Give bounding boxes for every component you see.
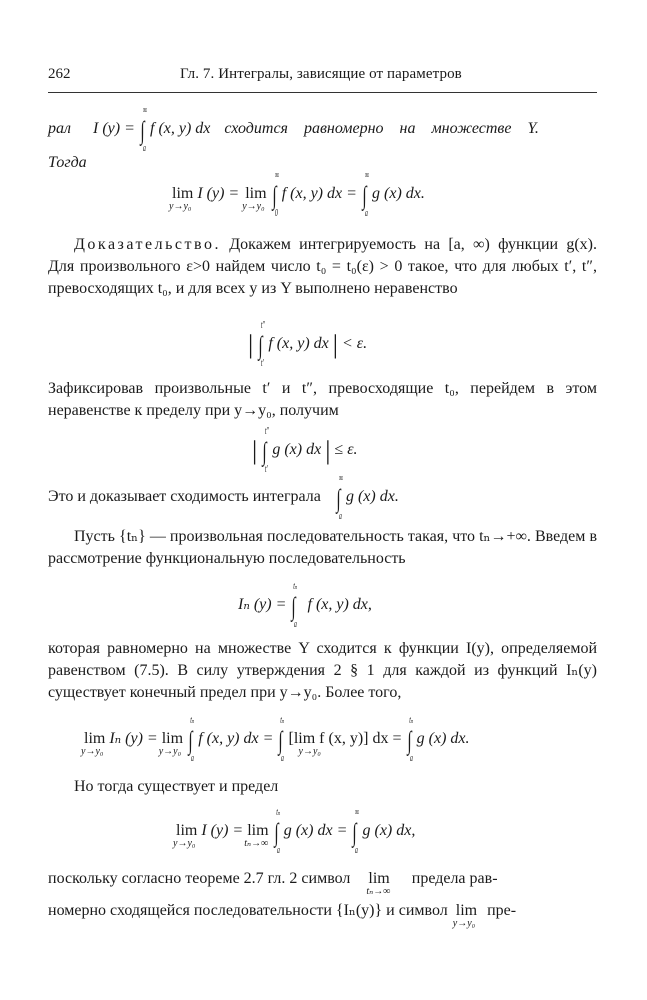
lower-limit: a [355, 845, 359, 856]
lim-text: lim [455, 902, 478, 919]
lim-operator [244, 822, 269, 849]
page-number: 262 [48, 66, 71, 82]
lim-operator [173, 822, 198, 849]
upper-limit: tₙ [275, 807, 280, 818]
equation-long [81, 715, 470, 764]
lower-limit: t′ [265, 464, 269, 475]
para3-text: Это и доказывает сходимость интеграла [48, 488, 321, 505]
eq-part: [lim f (x, y)] dx = [288, 730, 402, 747]
lim-text: lim [84, 730, 106, 747]
paragraph-7-line-2 [48, 900, 517, 929]
upper-limit: tₙ [190, 715, 195, 726]
proof-lead: Доказательство. [74, 236, 221, 253]
integral-sign: ∫ tₙ a [278, 715, 285, 764]
integral-sign: ∫ ∞ a [362, 170, 370, 219]
eq-lhs: I (y) = [92, 120, 135, 137]
upper-limit: ∞ [142, 105, 147, 116]
eq-part: g (x) dx. [372, 185, 425, 202]
lower-limit: 0 [274, 208, 278, 219]
eq-part: f (x, y) dx = [198, 730, 274, 747]
paragraph-5: которая равномерно на множестве Y сходится к функции I(y), определяемой равенством (7.5). В силу утверждения 2 § 1 для каждой из функций Iₙ(y) существует конечный предел при y→y₀. Более того, [48, 640, 597, 701]
eq-part: f (x, y) dx, [307, 596, 372, 613]
lim-subscript: y→y₀ [173, 838, 196, 849]
header-rule [48, 92, 597, 93]
lim-text: lim [172, 185, 194, 202]
integral-sign: ∫ ∞ a [336, 473, 343, 522]
lim-subscript: y→y₀ [298, 746, 321, 757]
lower-limit: a [338, 511, 342, 522]
eq-part: g (x) dx. [416, 730, 470, 747]
upper-limit: ∞ [274, 170, 279, 181]
integral-sign: ∫ tₙ a [274, 807, 280, 856]
integrand: f (x, y) dx [150, 120, 211, 137]
lim-operator [366, 870, 391, 897]
lower-limit: a [190, 753, 194, 764]
integral-sign: ∫ ∞ a [140, 105, 147, 154]
upper-limit: tₙ [280, 715, 285, 726]
upper-limit: t″ [265, 426, 270, 437]
para7-text: номерно сходящейся последовательности {Iₙ(y)} и символ [48, 902, 448, 919]
lim-text: lim [368, 870, 390, 887]
lim-subscript: y→y₀ [158, 746, 182, 757]
eq-part: < ε. [341, 335, 368, 352]
bracket-lim [288, 730, 402, 757]
lim-operator [81, 730, 106, 757]
lower-limit: a [294, 619, 298, 630]
running-header [48, 66, 597, 86]
lim-operator [242, 185, 267, 212]
lower-limit: a [281, 753, 285, 764]
upper-limit: ∞ [364, 170, 370, 181]
paragraph-7-line-1 [48, 870, 498, 897]
equation-final [173, 807, 416, 856]
integral-sign: ∫ t″ t′ [258, 320, 266, 369]
paragraph-2: Зафиксировав произвольные t′ и t″, превосходящие t₀, перейдем в этом неравенстве к пределу при y→y₀, получим [48, 380, 597, 419]
integral-sign: ∫ tₙ a [406, 715, 413, 764]
eq-part: ≤ ε. [334, 441, 358, 458]
integral-sign: ∫ tₙ a [188, 715, 195, 764]
proof-paragraph [48, 234, 597, 300]
eq-part: g (x) dx [272, 441, 322, 458]
upper-limit: t″ [261, 320, 266, 331]
eq-part: g (x) dx, [362, 822, 416, 839]
eq-part: Iₙ (y) = [109, 730, 158, 747]
lim-subscript: y→y₀ [169, 201, 192, 212]
lim-text: lim [247, 822, 269, 839]
eq-tail: сходится равномерно на множестве Y. [224, 120, 539, 137]
lim-subscript: tₙ→∞ [244, 838, 269, 849]
abs-bar: | [332, 330, 338, 359]
equation-main-limit [169, 170, 425, 219]
upper-limit: ∞ [338, 473, 343, 484]
equation-In [238, 581, 372, 630]
lower-limit: a [276, 845, 280, 856]
integral-sign: ∫ ∞ a [352, 807, 360, 856]
paragraph-6: Но тогда существует и предел [74, 778, 279, 795]
lower-limit: a [409, 753, 413, 764]
lim-operator [452, 902, 478, 929]
equation-top [48, 105, 539, 154]
eq-part: Iₙ (y) = [238, 596, 287, 613]
paragraph-4: Пусть {tₙ} — произвольная последовательность такая, что tₙ→+∞. Введем в рассмотрение функциональную последовательность [48, 528, 597, 567]
lim-text: lim [161, 730, 184, 747]
para7-text: поскольку согласно теореме 2.7 гл. 2 символ [48, 870, 351, 887]
proof-text: Докажем интегрируемость на [a, ∞) функции g(x). Для произвольного ε>0 найдем число t₀ = t₀(ε) > 0 такое, что для любых t′, t″, превосходящих t₀, и для всех y из Y выполнено неравенство [48, 236, 598, 297]
lim-subscript: y→y₀ [452, 918, 476, 929]
word-togda: Тогда [48, 154, 87, 171]
upper-limit: ∞ [355, 807, 360, 818]
upper-limit: tₙ [293, 581, 298, 592]
lower-limit: t′ [261, 358, 265, 369]
lim-subscript: y→y₀ [242, 201, 265, 212]
eq-part: g (x) dx. [345, 488, 399, 505]
lim-operator [169, 185, 194, 212]
inequality-2 [252, 426, 358, 475]
eq-prefix: рал [48, 120, 71, 137]
eq-part: I (y) = [201, 822, 244, 839]
upper-limit: tₙ [408, 715, 413, 726]
integral-sign: ∫ t″ t′ [262, 426, 270, 475]
eq-part: g (x) dx = [283, 822, 348, 839]
running-title: Гл. 7. Интегралы, зависящие от параметров [180, 66, 462, 82]
para7-text: пре- [487, 902, 517, 919]
lim-subscript: y→y₀ [81, 746, 104, 757]
lim-text: lim [176, 822, 198, 839]
eq-part: f (x, y) dx [268, 335, 329, 352]
inequality-1 [248, 320, 368, 369]
lim-subscript: tₙ→∞ [366, 886, 391, 897]
abs-bar: | [252, 436, 258, 465]
eq-part: I (y) = [197, 185, 240, 202]
abs-bar: | [248, 330, 254, 359]
lim-operator [158, 730, 184, 757]
integral-sign: ∫ ∞ 0 [272, 170, 279, 219]
integral-sign: ∫ tₙ a [291, 581, 298, 630]
para7-text: предела рав- [411, 870, 498, 887]
lower-limit: a [142, 143, 146, 154]
eq-part: f (x, y) dx = [281, 185, 357, 202]
lim-text: lim [245, 185, 267, 202]
paragraph-3 [48, 473, 399, 522]
lower-limit: a [364, 208, 368, 219]
abs-bar: | [325, 436, 331, 465]
